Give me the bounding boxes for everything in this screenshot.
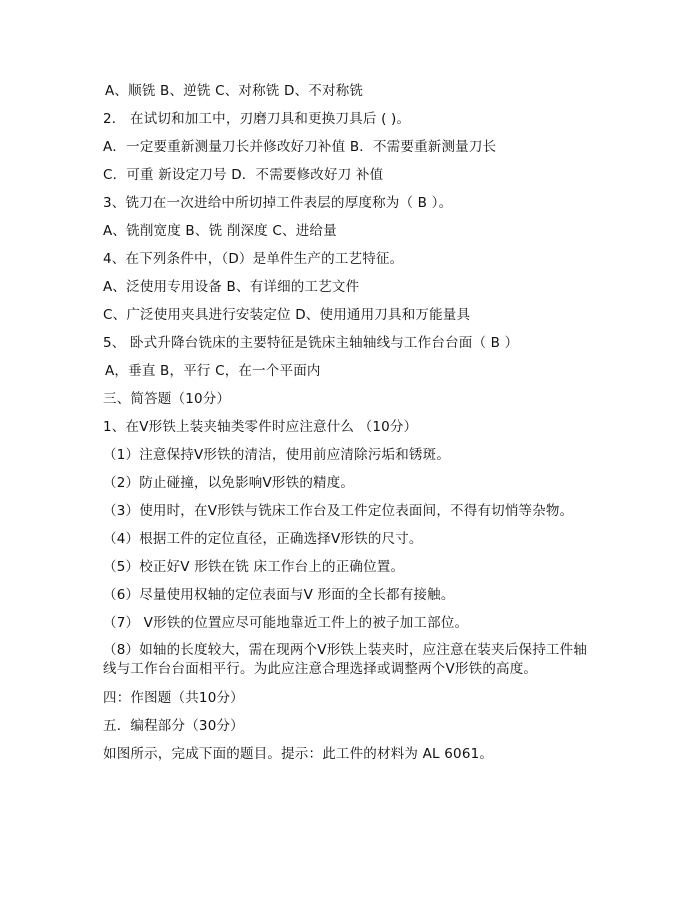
- question-4-options-cd: C、广泛使用夹具进行安装定位 D、使用通用刀具和万能量具: [103, 307, 471, 323]
- answer-point-8: （8）如轴的长度较大，需在现两个Ⅴ形铁上装夹时，应注意在装夹后保持工件轴线与工作台台面相平行。为此应注意合理选择或调整两个Ⅴ形铁的高度。: [103, 642, 588, 677]
- question-2-options-cd: C．可重 新设定刀号 D．不需要修改好刀 补值: [103, 167, 384, 183]
- answer-point-1: （1）注意保持Ⅴ形铁的清洁，使用前应清除污垢和锈斑。: [103, 447, 451, 463]
- answer-point-2: （2）防止碰撞，以免影响Ⅴ形铁的精度。: [103, 475, 355, 491]
- question-2-options-ab: A．一定要重新测量刀长并修改好刀补值 B．不需要重新测量刀长: [103, 139, 497, 155]
- question-2-stem: 2． 在试切和加工中，刃磨刀具和更换刀具后 ( )。: [103, 111, 411, 127]
- section-5-heading: 五．编程部分（30分）: [103, 718, 244, 734]
- answer-point-5: （5）校正好Ⅴ 形铁在铣 床工作台上的正确位置。: [103, 559, 405, 575]
- short-answer-question-1: 1、在Ⅴ形铁上装夹轴类零件时应注意什么 （10分）: [103, 419, 418, 435]
- question-2-options-line: A、顺铣 B、逆铣 C、对称铣 D、不对称铣: [105, 83, 364, 99]
- answer-point-7: （7） Ⅴ形铁的位置应尽可能地靠近工件上的被子加工部位。: [103, 615, 469, 631]
- question-5-options: A，垂直 B，平行 C，在一个平面内: [105, 363, 321, 379]
- programming-instruction: 如图所示，完成下面的题目。提示：此工件的材料为 AL 6061。: [103, 746, 494, 762]
- answer-point-6: （6）尽量使用权轴的定位表面与Ⅴ 形面的全长都有接触。: [103, 587, 455, 603]
- question-3-options: A、铣削宽度 B、铣 削深度 C、进给量: [103, 223, 337, 239]
- answer-point-4: （4）根据工件的定位直径，正确选择Ⅴ形铁的尺寸。: [103, 531, 423, 547]
- question-4-options-ab: A、泛使用专用设备 B、有详细的工艺文件: [103, 279, 360, 295]
- answer-point-3: （3）使用时，在Ⅴ形铁与铣床工作台及工件定位表面间，不得有切悄等杂物。: [103, 503, 574, 519]
- section-3-heading: 三、简答题（10分）: [103, 391, 231, 407]
- question-3-stem: 3、铣刀在一次进给中所切掉工件表层的厚度称为（ B ）。: [103, 195, 453, 211]
- question-5-stem: 5、 卧式升降台铣床的主要特征是铣床主轴轴线与工作台台面（ B ）: [103, 335, 519, 351]
- section-4-heading: 四：作图题（共10分）: [103, 690, 244, 706]
- question-4-stem: 4、在下列条件中，（D）是单件生产的工艺特征。: [103, 251, 404, 267]
